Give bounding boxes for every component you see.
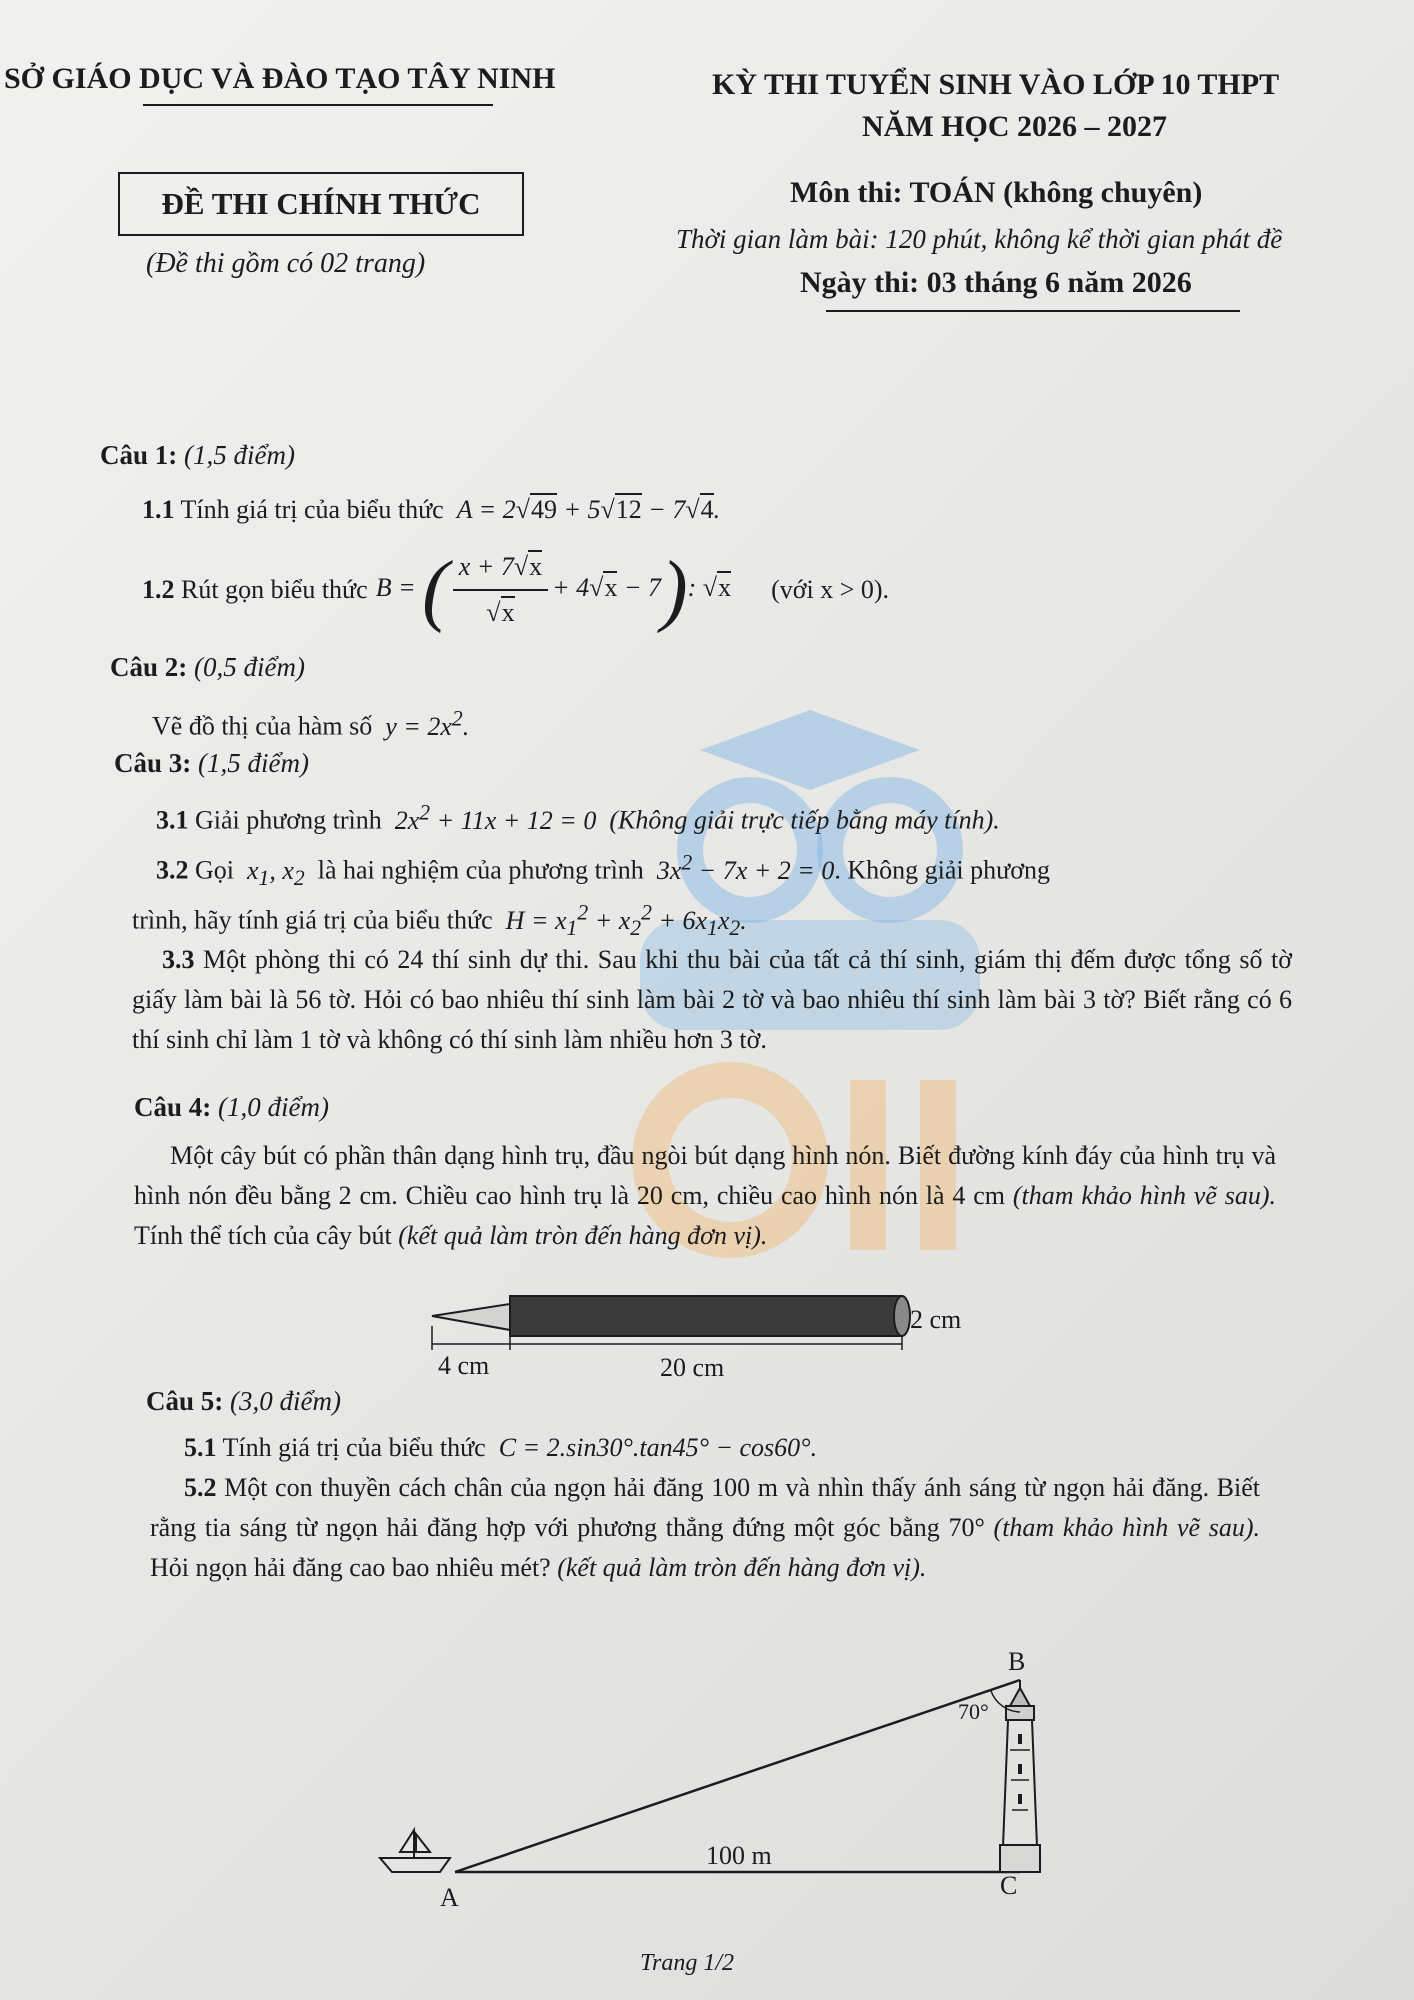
question-4-heading <box>134 1092 329 1123</box>
question-3-title: Câu 3: <box>114 748 192 778</box>
q1-1-label: 1.1 <box>142 495 175 524</box>
point-A-label: A <box>440 1883 459 1912</box>
q3-2-text-a: Gọi <box>195 855 234 885</box>
pen-diameter-label: 2 cm <box>910 1305 962 1334</box>
question-4-title: Câu 4: <box>134 1092 212 1122</box>
question-3-1 <box>156 792 1000 841</box>
q3-1-label: 3.1 <box>156 805 189 835</box>
question-5-heading <box>146 1386 341 1417</box>
q1-1-text: Tính giá trị của biểu thức <box>180 495 444 524</box>
q3-2-label: 3.2 <box>156 855 189 885</box>
question-2-points: (0,5 điểm) <box>194 652 305 682</box>
duration: Thời gian làm bài: 120 phút, không kể thời gian phát đề <box>676 224 1283 254</box>
date-underline <box>826 310 1240 312</box>
question-1-heading <box>100 440 295 471</box>
official-label: ĐỀ THI CHÍNH THỨC <box>161 186 481 221</box>
q3-2-text-b: là hai nghiệm của phương trình <box>317 855 644 885</box>
question-1-points: (1,5 điểm) <box>184 440 295 470</box>
pen-cone-label: 4 cm <box>438 1351 490 1380</box>
q1-2-text: Rút gọn biểu thức <box>181 575 368 604</box>
question-3-points: (1,5 điểm) <box>198 748 309 778</box>
roots-x1-x2: $x_1$, $x_2$ <box>240 855 305 890</box>
exam-title: KỲ THI TUYỂN SINH VÀO LỚP 10 THPT <box>712 68 1280 101</box>
point-B-label: B <box>1008 1647 1026 1676</box>
q3-1-note: (Không giải trực tiếp bằng máy tính). <box>609 805 1000 835</box>
q5-1-text: Tính giá trị của biểu thức <box>222 1433 486 1462</box>
exam-date: Ngày thi: 03 tháng 6 năm 2026 <box>800 266 1192 299</box>
question-4-points: (1,0 điểm) <box>218 1092 329 1122</box>
q1-2-label: 1.2 <box>142 575 175 604</box>
question-5-points: (3,0 điểm) <box>230 1386 341 1416</box>
question-5-2 <box>150 1468 1260 1588</box>
pen-cylinder-label: 20 cm <box>660 1353 725 1382</box>
question-5-title: Câu 5: <box>146 1386 224 1416</box>
subject: Môn thi: TOÁN (không chuyên) <box>790 176 1203 209</box>
expression-B: B = ( $\frac{x + 7√x}{√x}$ + 4√x − 7): √x <box>375 546 732 634</box>
q5-2-text-d: (kết quả làm tròn đến hàng đơn vị). <box>557 1553 927 1582</box>
department-name: SỞ GIÁO DỤC VÀ ĐÀO TẠO TÂY NINH <box>4 62 556 95</box>
q5-2-text-c: Hỏi ngọn hải đăng cao bao nhiêu mét? <box>150 1553 551 1582</box>
q3-3-text: Một phòng thi có 24 thí sinh dự thi. Sau khi thu bài của tất cả thí sinh, giám thị đếm được tổng số tờ giấy làm bài là 56 tờ. Hỏi có bao nhiêu thí sinh làm bài 2 tờ và bao nhiêu thí sinh làm bài 3 tờ? Biết rằng có 6 thí sinh chỉ làm 1 tờ và không có thí sinh làm nhiều hơn 3 tờ. <box>132 945 1292 1054</box>
equation-3-1: $2x^2 + 11x + 12 = 0$ <box>388 800 603 835</box>
question-3-2-line1 <box>156 842 1050 898</box>
question-4-body <box>134 1136 1276 1256</box>
boat-icon <box>380 1830 450 1872</box>
point-C-label: C <box>1000 1871 1018 1900</box>
question-2-body <box>152 698 469 747</box>
q4-text-c: Tính thể tích của cây bút <box>134 1221 392 1250</box>
header-underline <box>143 104 493 106</box>
expression-A: A = 2√49 + 5√12 − 7√4. <box>450 495 721 524</box>
distance-label: 100 m <box>706 1841 772 1870</box>
question-3-3 <box>132 940 1292 1060</box>
question-5-1 <box>184 1428 817 1468</box>
expression-C: C = 2.sin30°.tan45° − cos60°. <box>492 1433 818 1462</box>
question-2-heading <box>110 652 305 683</box>
q3-1-text: Giải phương trình <box>195 805 382 835</box>
q5-2-text-b: (tham khảo hình vẽ sau). <box>993 1513 1261 1542</box>
q5-1-label: 5.1 <box>184 1433 217 1462</box>
q4-text-b: (tham khảo hình vẽ sau). <box>1012 1181 1277 1210</box>
question-1-2 <box>142 540 889 640</box>
question-1-title: Câu 1: <box>100 440 178 470</box>
angle-70-label: 70° <box>958 1699 989 1724</box>
question-3-heading <box>114 748 309 779</box>
pages-note: (Đề thi gồm có 02 trang) <box>146 248 426 279</box>
q3-2-text-d: trình, hãy tính giá trị của biểu thức <box>132 905 493 935</box>
q4-text-d: (kết quả làm tròn đến hàng đơn vị). <box>398 1221 768 1250</box>
q3-2-text-c: . Không giải phương <box>834 855 1050 885</box>
q1-2-condition: (với x > 0). <box>771 575 890 604</box>
q5-2-label: 5.2 <box>184 1473 217 1502</box>
official-box <box>118 172 524 236</box>
q2-text: Vẽ đồ thị của hàm số <box>152 711 373 741</box>
expression-H: $H = x_1^2 + x_2^2 + 6x_1x_2$. <box>499 900 747 940</box>
school-year: NĂM HỌC 2026 – 2027 <box>862 110 1167 143</box>
q5-2-text-a: Một con thuyền cách chân của ngọn hải đăng 100 m và nhìn thấy ánh sáng từ ngọn hải đăng. Biết rằng tia sáng từ ngọn hải đăng hợp với phương thẳng đứng một góc bằng 70° <box>150 1473 1260 1542</box>
page-number: Trang 1/2 <box>640 1950 735 1976</box>
question-1-1 <box>142 490 720 530</box>
q4-text-a: Một cây bút có phần thân dạng hình trụ, đầu ngòi bút dạng hình nón. Biết đường kính đáy của hình trụ và hình nón đều bằng 2 cm. Chiều cao hình trụ là 20 cm, chiều cao hình nón là 4 cm <box>134 1141 1276 1210</box>
function-y: $y = 2x^2$. <box>378 706 470 741</box>
q3-3-label: 3.3 <box>162 945 195 974</box>
equation-3-2: $3x^2 - 7x + 2 = 0$ <box>650 850 835 885</box>
question-2-title: Câu 2: <box>110 652 188 682</box>
